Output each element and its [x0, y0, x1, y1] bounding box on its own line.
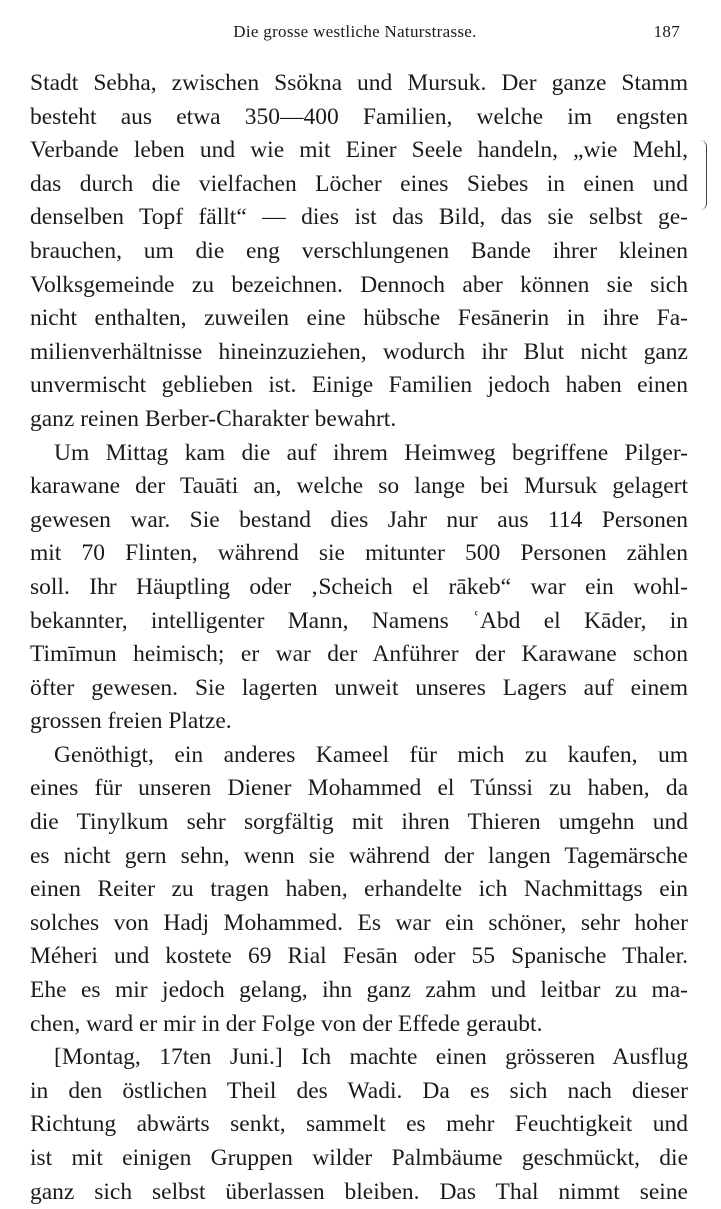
body-text	[30, 67, 688, 1209]
text-line: Ehe es mir jedoch gelang, ihn ganz zahm und leitbar zu ma-	[30, 977, 688, 1004]
text-line: Verbande leben und wie mit Einer Seele handeln, „wie Mehl,	[30, 137, 688, 164]
text-line: eines für unseren Diener Mohammed el Túnssi zu haben, da	[30, 775, 688, 802]
page-edge-mark	[700, 140, 707, 210]
running-header	[30, 22, 680, 46]
text-line: öfter gewesen. Sie lagerten unweit unseres Lagers auf einem	[30, 674, 688, 701]
text-line: nicht enthalten, zuweilen eine hübsche Fesānerin in ihre Fa-	[30, 305, 688, 332]
text-line: karawane der Tauāti an, welche so lange bei Mursuk gelagert	[30, 473, 688, 500]
text-line: ganz reinen Berber-Charakter bewahrt.	[30, 405, 397, 432]
text-line: milienverhältnisse hineinzuziehen, wodurch ihr Blut nicht ganz	[30, 338, 688, 365]
text-line: die Tinylkum sehr sorgfältig mit ihren Thieren umgehn und	[30, 809, 688, 836]
text-line: grossen freien Platze.	[30, 708, 232, 735]
text-line: gewesen war. Sie bestand dies Jahr nur aus 114 Personen	[30, 506, 688, 533]
text-line: Genöthigt, ein anderes Kameel für mich zu kaufen, um	[54, 741, 688, 768]
text-line: es nicht gern sehn, wenn sie während der langen Tagemärsche	[30, 842, 688, 869]
text-line: besteht aus etwa 350—400 Familien, welche im engsten	[30, 103, 688, 130]
text-line: ganz sich selbst überlassen bleiben. Das Thal nimmt seine	[30, 1178, 688, 1205]
text-line: Richtung abwärts senkt, sammelt es mehr Feuchtigkeit und	[30, 1111, 688, 1138]
text-line: denselben Topf fällt“ — dies ist das Bild, das sie selbst ge-	[30, 204, 688, 231]
text-line: unvermischt geblieben ist. Einige Familien jedoch haben einen	[30, 372, 688, 399]
text-line: Méheri und kostete 69 Rial Fesān oder 55 Spanische Thaler.	[30, 943, 688, 970]
text-line: Volksgemeinde zu bezeichnen. Dennoch aber können sie sich	[30, 271, 688, 298]
text-line: Timīmun heimisch; er war der Anführer der Karawane schon	[30, 641, 688, 668]
text-line: ist mit einigen Gruppen wilder Palmbäume geschmückt, die	[30, 1145, 688, 1171]
running-title: Die grosse westliche Naturstrasse.	[233, 22, 477, 41]
text-line: solches von Hadj Mohammed. Es war ein schöner, sehr hoher	[30, 909, 688, 936]
text-line: mit 70 Flinten, während sie mitunter 500 Personen zählen	[30, 540, 688, 567]
text-line: soll. Ihr Häuptling oder ‚Scheich el rākeb“ war ein wohl-	[30, 573, 688, 600]
page-number: 187	[653, 22, 680, 41]
text-line: brauchen, um die eng verschlungenen Bande ihrer kleinen	[30, 237, 688, 264]
text-line: Stadt Sebha, zwischen Ssökna und Mursuk. Der ganze Stamm	[30, 70, 688, 96]
text-line: Um Mittag kam die auf ihrem Heimweg begriffene Pilger-	[54, 439, 688, 466]
text-line: einen Reiter zu tragen haben, erhandelte ich Nachmittags ein	[30, 876, 688, 903]
text-line: chen, ward er mir in der Folge von der Effede geraubt.	[30, 1010, 543, 1037]
text-line: bekannter, intelligenter Mann, Namens ʿAbd el Kāder, in	[30, 607, 688, 634]
text-line: das durch die vielfachen Löcher eines Siebes in einen und	[30, 170, 688, 197]
text-line: [Montag, 17ten Juni.] Ich machte einen grösseren Ausflug	[54, 1044, 688, 1071]
text-line: in den östlichen Theil des Wadi. Da es sich nach dieser	[30, 1077, 688, 1104]
